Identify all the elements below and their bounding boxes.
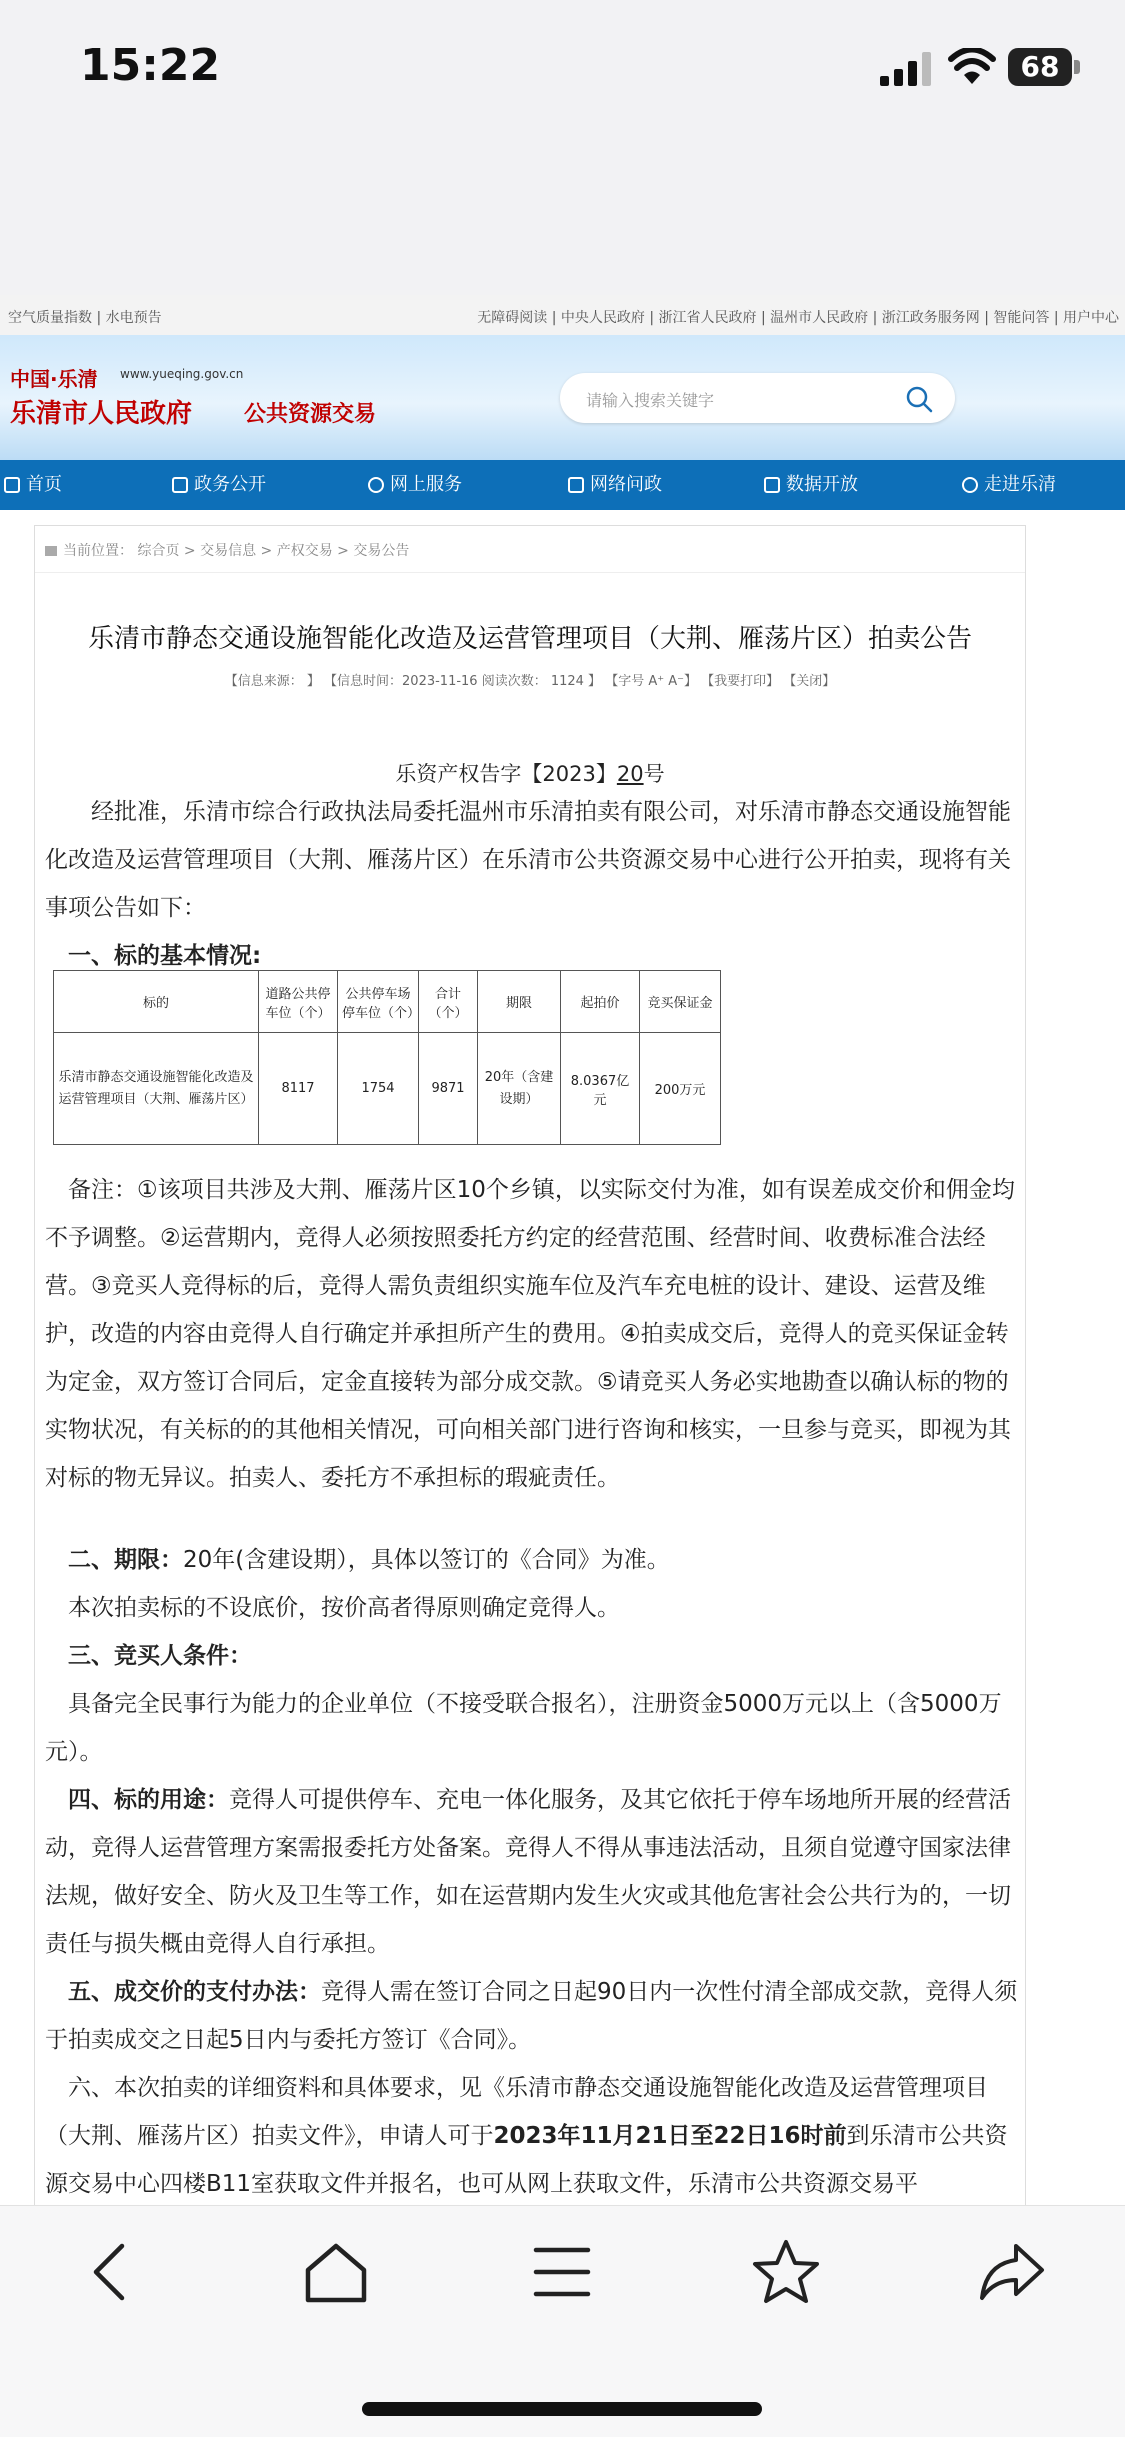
article-meta: 【信息来源： 】 【信息时间：2023-11-16 阅读次数： 1124 】 【字号 A⁺ A⁻】 【我要打印】 【关闭】 xyxy=(224,674,836,689)
table-cell: 200万元 xyxy=(640,1033,721,1145)
site-logo-cn: 中国·乐清 xyxy=(10,367,98,391)
wifi-icon xyxy=(948,48,996,86)
battery-indicator: 68 xyxy=(1008,48,1072,86)
chat-icon xyxy=(568,477,584,493)
section-4-text: 竞得人可提供停车、充电一体化服务，及其它依托于停车场地所开展的经营活动，竞得人运营管理方案需报委托方处备案。竞得人不得从事违法活动，且须自觉遵守国家法律法规，做好安全、防火及卫生等工作，如在运营期内发生火灾或其他危害社会公共行为的，一切责任与损失概由竞得人自行承担。 xyxy=(45,1787,1011,1957)
back-icon[interactable] xyxy=(76,2236,148,2308)
share-icon[interactable] xyxy=(976,2236,1048,2308)
section-5 xyxy=(45,1968,1025,2064)
section-1-heading: 一、标的基本情况: xyxy=(68,943,262,969)
section-3-text: 具备完全民事行为能力的企业单位（不接受联合报名），注册资金5000万元以上（含5000万元）。 xyxy=(45,1691,1002,1765)
section-3-heading: 三、竞买人条件： xyxy=(68,1643,252,1669)
nav-item-open-data[interactable] xyxy=(764,460,858,510)
nav-item-label: 走进乐清 xyxy=(984,474,1056,495)
nav-item-label: 数据开放 xyxy=(786,474,858,495)
data-icon xyxy=(764,477,780,493)
table-cell: 20年（含建设期） xyxy=(478,1033,561,1145)
table-header-cell: 起拍价 xyxy=(561,971,640,1033)
browser-search-row xyxy=(0,140,1125,295)
site-banner xyxy=(0,335,1125,460)
topbar-left-links[interactable]: 空气质量指数 | 水电预告 xyxy=(8,310,162,326)
nav-item-label: 网上服务 xyxy=(390,474,462,495)
site-nav xyxy=(0,460,1125,510)
table-header-cell: 合计（个） xyxy=(419,971,478,1033)
status-time: 15:22 xyxy=(80,40,221,91)
table-cell: 乐清市静态交通设施智能化改造及运营管理项目（大荆、雁荡片区） xyxy=(54,1033,259,1145)
table-cell: 8.0367亿元 xyxy=(561,1033,640,1145)
eye-icon xyxy=(962,477,978,493)
status-bar xyxy=(0,0,1125,140)
breadcrumb-text[interactable]: 当前位置： 综合页 > 交易信息 > 产权交易 > 交易公告 xyxy=(63,543,410,559)
site-search-placeholder: 请输入搜索关键字 xyxy=(586,391,715,410)
document-icon xyxy=(172,477,188,493)
nav-item-label: 首页 xyxy=(26,474,62,495)
section-6 xyxy=(45,2064,1025,2205)
table-cell: 1754 xyxy=(338,1033,419,1145)
docno-prefix: 乐资产权告字【2023】 xyxy=(395,762,617,786)
table-header-cell: 标的 xyxy=(54,971,259,1033)
nav-item-gov-affairs[interactable] xyxy=(172,460,266,510)
globe-icon xyxy=(368,477,384,493)
lot-table xyxy=(53,970,721,1145)
site-search-icon[interactable] xyxy=(905,385,933,413)
table-cell: 8117 xyxy=(259,1033,338,1145)
site-logo-url: www.yueqing.gov.cn xyxy=(120,367,244,381)
home-icon[interactable] xyxy=(300,2236,372,2308)
nav-item-label: 政务公开 xyxy=(194,474,266,495)
site-logo-title: 乐清市人民政府 xyxy=(10,399,193,429)
topbar-right-links[interactable]: 无障碍阅读 | 中央人民政府 | 浙江省人民政府 | 温州市人民政府 | 浙江政务服务网 | 智能问答 | 用户中心 xyxy=(477,310,1119,326)
nav-item-inquiry[interactable] xyxy=(568,460,662,510)
docno-suffix: 号 xyxy=(643,762,665,786)
home-small-icon xyxy=(45,546,57,556)
section-2-note: 本次拍卖标的不设底价，按价高者得原则确定竞得人。 xyxy=(68,1595,620,1621)
battery-tip xyxy=(1074,60,1080,74)
section-5-text: 竞得人需在签订合同之日起90日内一次性付清全部成交款，竞得人须于拍卖成交之日起5日内与委托方签订《合同》。 xyxy=(45,1979,1018,2053)
docno-number: 20 xyxy=(616,762,644,786)
nav-item-label: 网络问政 xyxy=(590,474,662,495)
section-6-text-b: 到乐清市公共资源交易中心四楼B11室获取文件并报名，也可从网上获取文件，乐清市公共资源交易平 xyxy=(45,2123,1008,2197)
breadcrumb xyxy=(45,540,409,560)
table-header-cell: 公共停车场停车位（个） xyxy=(338,971,419,1033)
section-4 xyxy=(45,1776,1025,1968)
divider xyxy=(35,572,1025,573)
article-panel xyxy=(34,525,1026,2205)
section-2 xyxy=(45,1536,1025,1584)
site-logo-subtitle: 公共资源交易 xyxy=(244,402,377,427)
table-header-cell: 道路公共停车位（个） xyxy=(259,971,338,1033)
star-icon[interactable] xyxy=(750,2236,822,2308)
home-icon xyxy=(4,477,20,493)
article-title: 乐清市静态交通设施智能化改造及运营管理项目（大荆、雁荡片区）拍卖公告 xyxy=(87,624,972,654)
nav-item-online-service[interactable] xyxy=(368,460,462,510)
document-number xyxy=(35,758,1025,788)
site-search-input[interactable] xyxy=(560,373,955,423)
section-2-label: 二、期限： xyxy=(68,1547,183,1573)
table-header-cell: 竞买保证金 xyxy=(640,971,721,1033)
web-page xyxy=(0,295,1125,2205)
menu-icon[interactable] xyxy=(526,2236,598,2308)
note-paragraph: 备注：①该项目共涉及大荆、雁荡片区10个乡镇，以实际交付为准，如有误差成交价和佣金均不予调整。②运营期内，竞得人必须按照委托方约定的经营范围、经营时间、收费标准合法经营。③竞买人竞得标的后，竞得人需负责组织实施车位及汽车充电桩的设计、建设、运营及维护，改造的内容由竞得人自行确定并承担所产生的费用。④拍卖成交后，竞得人的竞买保证金转为定金，双方签订合同后，定金直接转为部分成交款。⑤请竞买人务必实地勘查以确认标的物的实物状况，有关标的的其他相关情况，可向相关部门进行咨询和核实，一旦参与竞买，即视为其对标的物无异议。拍卖人、委托方不承担标的瑕疵责任。 xyxy=(45,1177,1015,1491)
intro-paragraph: 经批准，乐清市综合行政执法局委托温州市乐清拍卖有限公司，对乐清市静态交通设施智能化改造及运营管理项目（大荆、雁荡片区）在乐清市公共资源交易中心进行公开拍卖，现将有关事项公告如下： xyxy=(45,799,1011,921)
browser-toolbar xyxy=(0,2205,1125,2437)
table-cell: 9871 xyxy=(419,1033,478,1145)
nav-item-home[interactable] xyxy=(4,460,62,510)
home-indicator[interactable] xyxy=(362,2402,762,2416)
section-6-date: 2023年11月21日至22日16时前 xyxy=(493,2123,847,2149)
section-5-label: 五、成交价的支付办法： xyxy=(68,1979,321,2005)
table-header-cell: 期限 xyxy=(478,971,561,1033)
nav-item-about[interactable] xyxy=(962,460,1056,510)
signal-icon xyxy=(880,52,932,86)
site-topbar xyxy=(0,295,1125,335)
section-6-text-a: 六、本次拍卖的详细资料和具体要求，见《乐清市静态交通设施智能化改造及运营管理项目（大荆、雁荡片区）拍卖文件》，申请人可于 xyxy=(45,2075,988,2149)
section-2-text: 20年(含建设期），具体以签订的《合同》为准。 xyxy=(183,1547,670,1573)
section-4-label: 四、标的用途： xyxy=(68,1787,229,1813)
